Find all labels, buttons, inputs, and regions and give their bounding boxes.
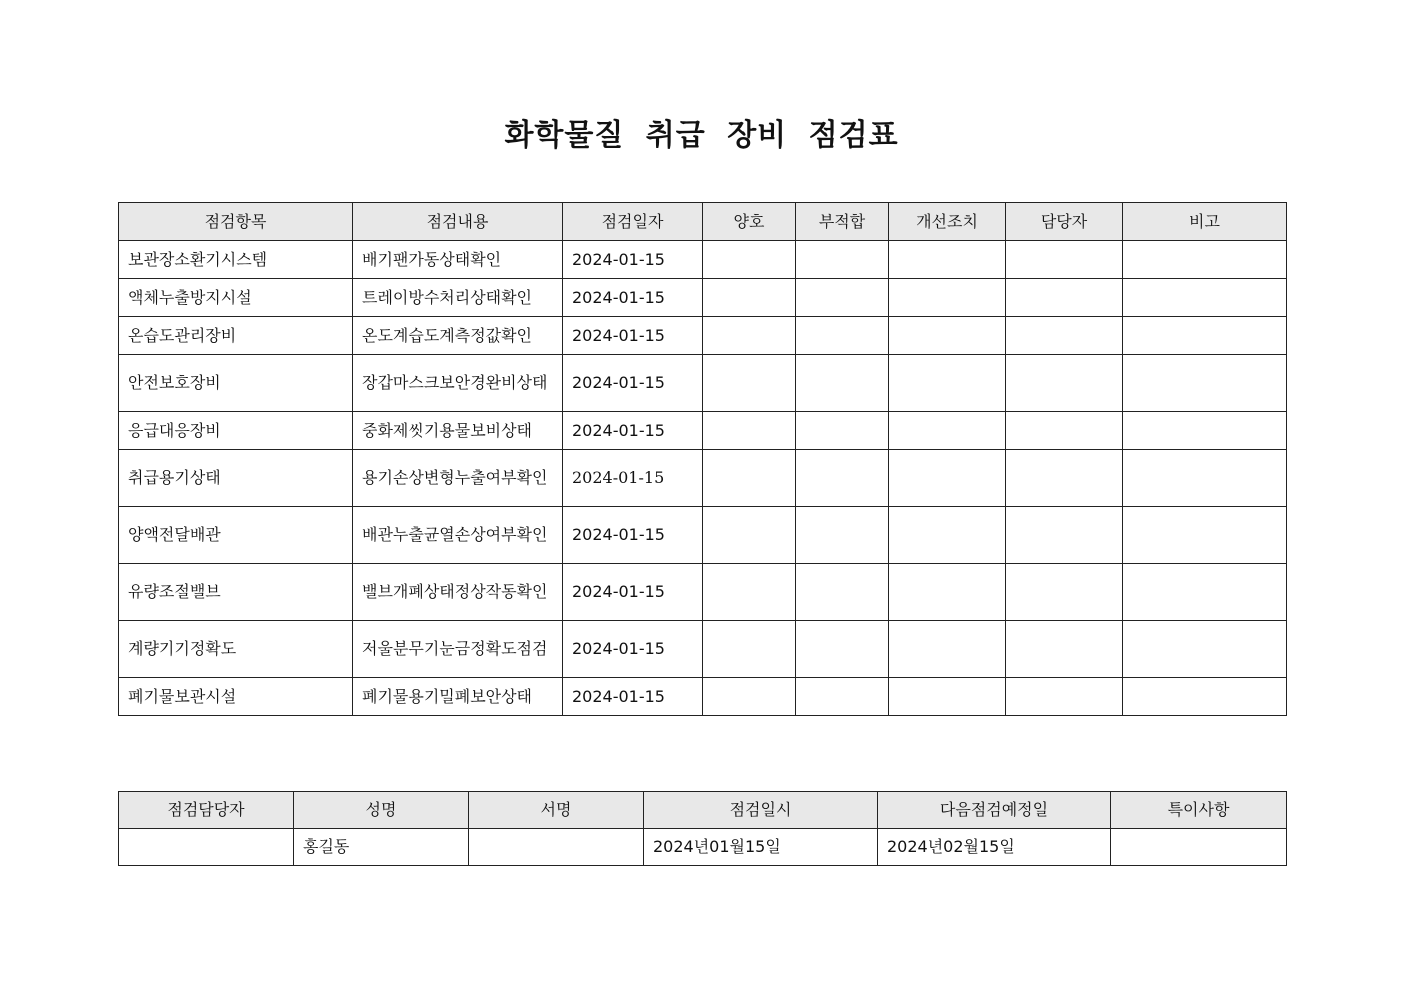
header-good: 양호	[703, 203, 796, 241]
nonconforming-cell[interactable]	[796, 412, 889, 450]
person-cell[interactable]	[1006, 450, 1123, 507]
signature-value-row	[119, 829, 1287, 866]
nonconforming-cell[interactable]	[796, 450, 889, 507]
corrective-action-cell[interactable]	[889, 564, 1006, 621]
good-cell[interactable]	[703, 317, 796, 355]
header-signature: 서명	[469, 792, 644, 829]
corrective-action-cell[interactable]	[889, 279, 1006, 317]
good-cell[interactable]	[703, 564, 796, 621]
corrective-action-cell[interactable]	[889, 412, 1006, 450]
table-row	[119, 279, 1287, 317]
content-cell: 배기팬가동상태확인	[353, 241, 563, 279]
corrective-action-cell[interactable]	[889, 507, 1006, 564]
date-cell: 2024-01-15	[563, 564, 703, 621]
date-cell: 2024-01-15	[563, 317, 703, 355]
header-nonconforming: 부적합	[796, 203, 889, 241]
date-cell: 2024-01-15	[563, 241, 703, 279]
good-cell[interactable]	[703, 507, 796, 564]
item-cell: 응급대응장비	[119, 412, 353, 450]
nonconforming-cell[interactable]	[796, 279, 889, 317]
table-row	[119, 317, 1287, 355]
document-title: 화학물질 취급 장비 점검표	[504, 118, 899, 153]
person-cell[interactable]	[1006, 507, 1123, 564]
person-cell[interactable]	[1006, 317, 1123, 355]
remarks-cell[interactable]	[1123, 412, 1287, 450]
date-cell: 2024-01-15	[563, 412, 703, 450]
item-cell: 유량조절밸브	[119, 564, 353, 621]
good-cell[interactable]	[703, 279, 796, 317]
corrective-action-cell[interactable]	[889, 450, 1006, 507]
table-row	[119, 507, 1287, 564]
corrective-action-cell[interactable]	[889, 317, 1006, 355]
good-cell[interactable]	[703, 621, 796, 678]
good-cell[interactable]	[703, 678, 796, 716]
header-next-inspection-date: 다음점검예정일	[878, 792, 1111, 829]
date-cell: 2024-01-15	[563, 678, 703, 716]
special-notes-cell[interactable]	[1111, 829, 1287, 866]
item-cell: 온습도관리장비	[119, 317, 353, 355]
item-cell: 안전보호장비	[119, 355, 353, 412]
nonconforming-cell[interactable]	[796, 241, 889, 279]
header-inspection-date: 점검일자	[563, 203, 703, 241]
remarks-cell[interactable]	[1123, 450, 1287, 507]
header-inspection-datetime: 점검일시	[644, 792, 878, 829]
content-cell: 용기손상변형누출여부확인	[353, 450, 563, 507]
content-cell: 저울분무기눈금정확도점검	[353, 621, 563, 678]
person-cell[interactable]	[1006, 241, 1123, 279]
remarks-cell[interactable]	[1123, 279, 1287, 317]
next-inspection-date-cell: 2024년02월15일	[878, 829, 1111, 866]
item-cell: 계량기기정확도	[119, 621, 353, 678]
signature-header-row	[119, 792, 1287, 829]
nonconforming-cell[interactable]	[796, 678, 889, 716]
header-person-in-charge: 담당자	[1006, 203, 1123, 241]
name-cell: 홍길동	[294, 829, 469, 866]
nonconforming-cell[interactable]	[796, 507, 889, 564]
good-cell[interactable]	[703, 355, 796, 412]
signature-table	[118, 791, 1287, 866]
remarks-cell[interactable]	[1123, 507, 1287, 564]
table-row	[119, 450, 1287, 507]
corrective-action-cell[interactable]	[889, 241, 1006, 279]
item-cell: 보관장소환기시스템	[119, 241, 353, 279]
good-cell[interactable]	[703, 241, 796, 279]
nonconforming-cell[interactable]	[796, 355, 889, 412]
content-cell: 폐기물용기밀폐보안상태	[353, 678, 563, 716]
person-cell[interactable]	[1006, 355, 1123, 412]
content-cell: 배관누출균열손상여부확인	[353, 507, 563, 564]
inspection-table	[118, 202, 1287, 716]
content-cell: 장갑마스크보안경완비상태	[353, 355, 563, 412]
table-row	[119, 621, 1287, 678]
header-special-notes: 특이사항	[1111, 792, 1287, 829]
header-corrective-action: 개선조치	[889, 203, 1006, 241]
table-row	[119, 564, 1287, 621]
header-inspection-item: 점검항목	[119, 203, 353, 241]
remarks-cell[interactable]	[1123, 241, 1287, 279]
inspection-datetime-cell: 2024년01월15일	[644, 829, 878, 866]
remarks-cell[interactable]	[1123, 355, 1287, 412]
remarks-cell[interactable]	[1123, 621, 1287, 678]
header-inspection-content: 점검내용	[353, 203, 563, 241]
content-cell: 온도계습도계측정값확인	[353, 317, 563, 355]
inspector-cell[interactable]	[119, 829, 294, 866]
nonconforming-cell[interactable]	[796, 317, 889, 355]
header-name: 성명	[294, 792, 469, 829]
item-cell: 액체누출방지시설	[119, 279, 353, 317]
nonconforming-cell[interactable]	[796, 621, 889, 678]
person-cell[interactable]	[1006, 279, 1123, 317]
person-cell[interactable]	[1006, 621, 1123, 678]
remarks-cell[interactable]	[1123, 678, 1287, 716]
table-row	[119, 678, 1287, 716]
content-cell: 트레이방수처리상태확인	[353, 279, 563, 317]
person-cell[interactable]	[1006, 564, 1123, 621]
content-cell: 밸브개폐상태정상작동확인	[353, 564, 563, 621]
header-remarks: 비고	[1123, 203, 1287, 241]
good-cell[interactable]	[703, 412, 796, 450]
remarks-cell[interactable]	[1123, 564, 1287, 621]
good-cell[interactable]	[703, 450, 796, 507]
table-row	[119, 355, 1287, 412]
nonconforming-cell[interactable]	[796, 564, 889, 621]
item-cell: 취급용기상태	[119, 450, 353, 507]
item-cell: 폐기물보관시설	[119, 678, 353, 716]
remarks-cell[interactable]	[1123, 317, 1287, 355]
date-cell: 2024-01-15	[563, 507, 703, 564]
date-cell: 2024-01-15	[563, 279, 703, 317]
table-row	[119, 412, 1287, 450]
content-cell: 중화제씻기용물보비상태	[353, 412, 563, 450]
date-cell: 2024-01-15	[563, 450, 703, 507]
table-row	[119, 241, 1287, 279]
date-cell: 2024-01-15	[563, 355, 703, 412]
table-header-row	[119, 203, 1287, 241]
corrective-action-cell[interactable]	[889, 355, 1006, 412]
date-cell: 2024-01-15	[563, 621, 703, 678]
item-cell: 양액전달배관	[119, 507, 353, 564]
corrective-action-cell[interactable]	[889, 678, 1006, 716]
person-cell[interactable]	[1006, 678, 1123, 716]
header-inspector: 점검담당자	[119, 792, 294, 829]
corrective-action-cell[interactable]	[889, 621, 1006, 678]
signature-cell[interactable]	[469, 829, 644, 866]
person-cell[interactable]	[1006, 412, 1123, 450]
